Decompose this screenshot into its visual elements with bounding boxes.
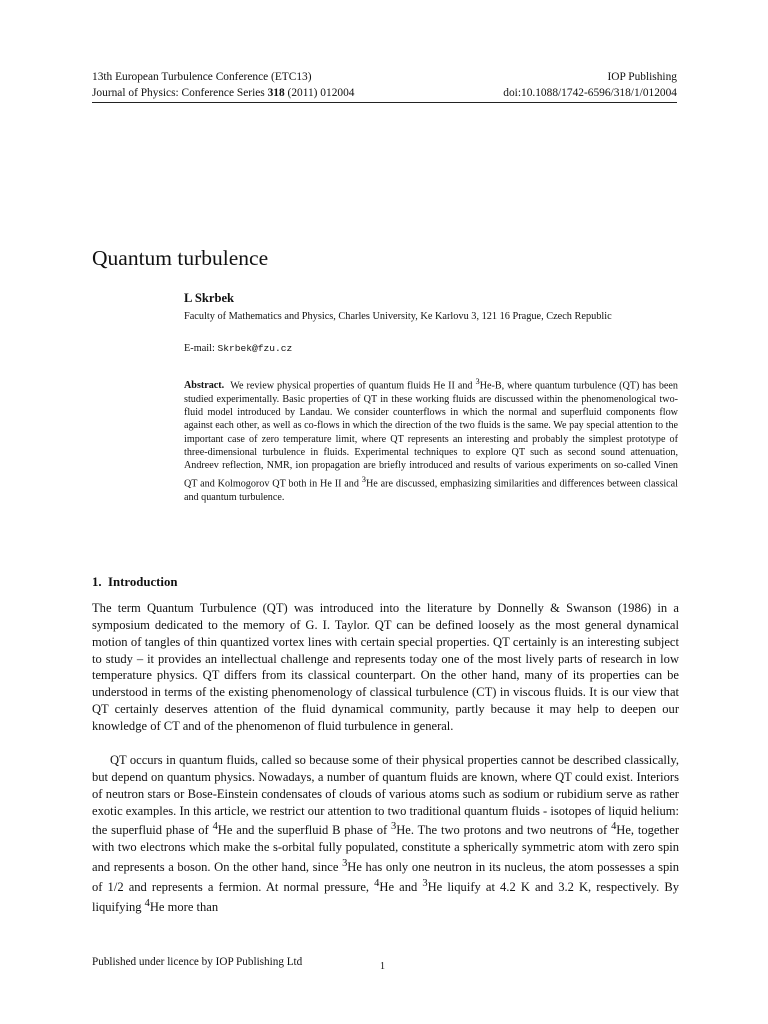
paragraph-text: QT occurs in quantum fluids, called so because some of their physical properties cannot be described classically, but depend on quantum physics. Nowadays, a number of quantum fluids are known, where QT could exist. Interiors of neutron stars or Bose-Einstein condensates of clouds of various atoms such as sodium or rubidium serve as rather exotic examples. In this article, we restrict our attention to two traditional quantum fluids - isotopes of liquid helium: the superfluid phase of bbox=[92, 753, 679, 838]
isotope-superscript: 3 bbox=[391, 821, 397, 833]
body-paragraph-2 bbox=[92, 752, 679, 916]
section-title: Introduction bbox=[108, 575, 178, 589]
abstract-text: We review physical properties of quantum fluids He II and bbox=[230, 380, 476, 392]
abstract bbox=[184, 375, 678, 504]
header-rule bbox=[92, 102, 677, 103]
isotope-superscript: 3 bbox=[361, 473, 366, 484]
isotope-superscript: 4 bbox=[611, 821, 617, 833]
isotope-superscript: 3 bbox=[475, 376, 480, 386]
author-email-line bbox=[184, 342, 292, 356]
isotope-superscript: 3 bbox=[422, 878, 428, 890]
journal-year-article: (2011) 012004 bbox=[284, 87, 355, 99]
journal-citation bbox=[92, 86, 354, 100]
author-affiliation: Faculty of Mathematics and Physics, Charles University, Ke Karlovu 3, 121 16 Prague, Czech Republic bbox=[184, 311, 612, 322]
abstract-text: He-B, where quantum turbulence (QT) has been studied experimentally. Basic properties of QT in these working fluids are discussed within the phenomenological two-fluid model introduced by Landau. We consider counterflows in which the normal and superfluid components flow against each other, as well as co-flows in which the direction of the two fluids is the same. We pay special attention to the important case of zero temperature limit, where QT represents an interesting and probably the simplest prototype of three-dimensional turbulence in fluids. Experimental techniques to explore QT such as second sound attenuation, Andreev reflection, NMR, ion propagation are briefly introduced and results of various experiments on so-called Vinen QT and Kolmogorov QT both in He II and bbox=[184, 380, 678, 490]
body-paragraph-1: The term Quantum Turbulence (QT) was introduced into the literature by Donnelly & Swanson (1986) in a symposium dedicated to the memory of G. I. Taylor. QT can be defined loosely as the most general dynamical motion of tangles of thin quantized vortex lines with certain special properties. QT certainly is an interesting subject to study – it provides an intellectual challenge and represents today one of the most lively parts of research in low temperature physics. QT differs from its classical counterpart. On the other hand, many of its properties can be understood in terms of the existing phenomenology of classical turbulence (CT) in viscous fluids. It is our view that QT certainly deserves attention of the fluid dynamical community, partly because it may help to deepen our knowledge of CT and of the phenomenon of fluid turbulence in general. bbox=[92, 601, 679, 733]
running-header-bottom bbox=[92, 86, 677, 100]
paragraph-text: He liquify at 4.2 K and 3.2 K, respectively. By liquifying bbox=[92, 880, 679, 915]
author-name: L Skrbek bbox=[184, 291, 235, 305]
isotope-superscript: 4 bbox=[144, 898, 150, 910]
journal-name: Journal of Physics: Conference Series bbox=[92, 87, 268, 99]
isotope-superscript: 3 bbox=[342, 858, 348, 870]
email-address[interactable]: Skrbek@fzu.cz bbox=[217, 343, 293, 354]
paragraph-text: He and bbox=[379, 880, 423, 895]
doi: doi:10.1088/1742-6596/318/1/012004 bbox=[503, 87, 677, 99]
running-header-top bbox=[92, 70, 677, 84]
paper-title: Quantum turbulence bbox=[92, 246, 269, 270]
email-label: E-mail: bbox=[184, 343, 218, 354]
paragraph-text: He and the superfluid B phase of bbox=[217, 823, 392, 838]
paragraph-text: He has only one neutron in its nucleus, the atom possesses a spin of 1/2 and represents a fermion. At normal pressure, bbox=[92, 860, 679, 895]
paragraph-text: He. The two protons and two neutrons of bbox=[396, 823, 612, 838]
publisher-name: IOP Publishing bbox=[607, 71, 677, 83]
abstract-label: Abstract. bbox=[184, 380, 225, 392]
paragraph-text: He more than bbox=[149, 900, 219, 915]
paragraph-text: He, together with two electrons which make the s-orbital fully populated, constitute a spherically symmetric atom with zero spin and represents a boson. On the other hand, since bbox=[92, 823, 679, 875]
isotope-superscript: 4 bbox=[212, 821, 218, 833]
isotope-superscript: 4 bbox=[374, 878, 380, 890]
section-number: 1. bbox=[92, 575, 102, 589]
journal-volume: 318 bbox=[267, 87, 285, 99]
conference-name: 13th European Turbulence Conference (ETC13) bbox=[92, 71, 312, 83]
abstract-text: He are discussed, emphasizing similarities and differences between classical and quantum turbulence. bbox=[184, 478, 678, 503]
section-heading bbox=[92, 574, 177, 591]
page-number: 1 bbox=[380, 961, 385, 972]
licence-footer: Published under licence by IOP Publishing Ltd bbox=[92, 956, 303, 968]
